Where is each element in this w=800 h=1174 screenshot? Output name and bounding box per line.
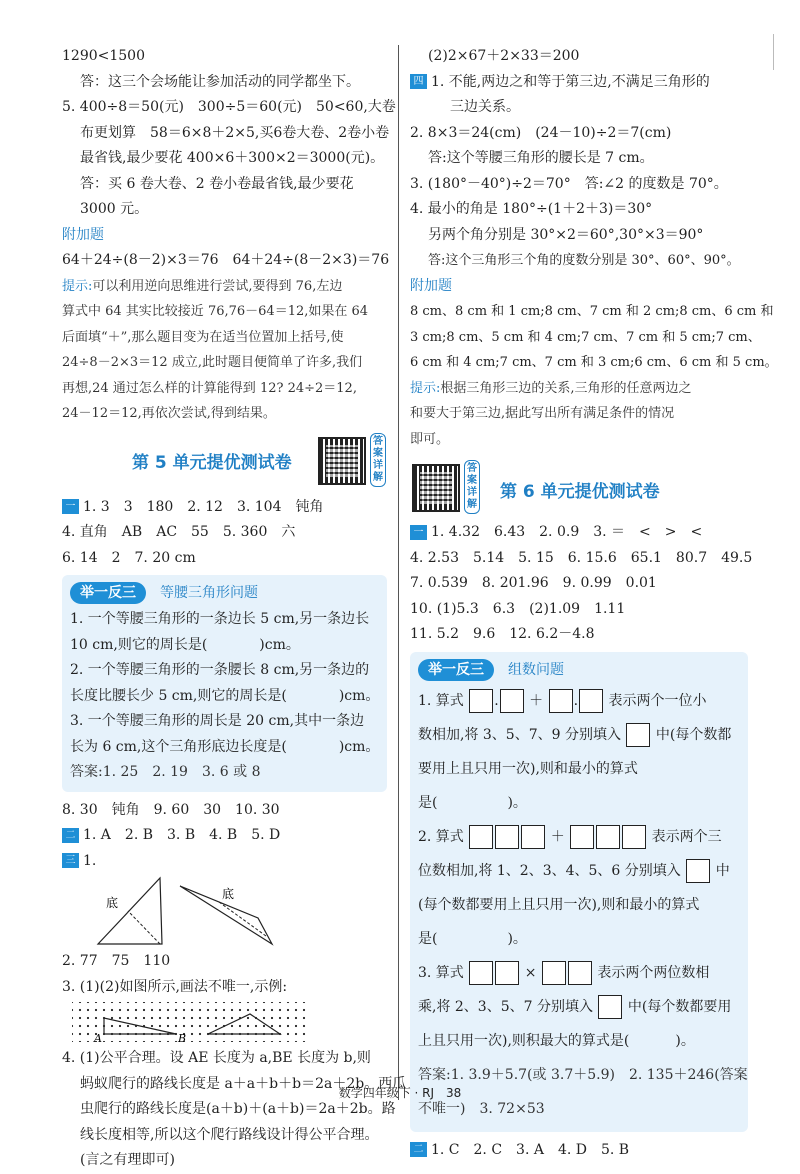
answer-square[interactable]: [469, 961, 493, 985]
hint-line: [62, 274, 387, 300]
hint-line: 24－12＝12,再依次尝试,得到结果。: [62, 406, 276, 421]
triangle-heights-figure: [62, 874, 387, 949]
box-header: [418, 656, 740, 684]
answer-square[interactable]: [469, 825, 493, 849]
box-text: 中(每个数都: [655, 726, 732, 743]
dot-symbol: .: [573, 692, 579, 709]
hint-line: 即可。: [410, 431, 450, 447]
section-badge-4: 四: [410, 74, 427, 89]
answer-square[interactable]: [495, 825, 519, 849]
box-text: 表示两个一位小: [608, 692, 707, 709]
answer-detail-tag: 答案详解: [370, 433, 386, 487]
box-text: 2. 算式: [418, 828, 464, 845]
box-text: 表示两个两位数相: [597, 964, 710, 981]
answer-text: 1. 3 3 180 2. 12 3. 104 钝角: [83, 498, 324, 515]
box-text: 是(: [418, 794, 438, 811]
practice-chip: 举一反三: [70, 582, 146, 604]
box-text: )cm。: [259, 636, 300, 653]
answer-square[interactable]: [570, 825, 594, 849]
box-line: [418, 820, 740, 854]
text-line: 64＋24÷(8－2)×3＝76 64＋24÷(8－2×3)＝76: [62, 252, 390, 268]
practice-box-numbers: [410, 652, 748, 1132]
answer-square[interactable]: [469, 689, 493, 713]
box-line: [418, 854, 740, 888]
box-line: (每个数都要用上且只用一次),则和最小的算式: [418, 896, 700, 913]
box-line: [418, 786, 740, 820]
answer-line: 线长度相等,所以这个爬行路线设计得公平合理。: [80, 1126, 379, 1143]
box-line: [418, 1024, 740, 1058]
answer-line: 10. (1)5.3 6.3 (2)1.09 1.11: [410, 600, 626, 617]
text-line: 6 cm 和 4 cm;7 cm、7 cm 和 3 cm;6 cm、6 cm 和 5 cm。: [410, 355, 778, 370]
box-text: )。: [507, 794, 527, 811]
box-text: )。: [675, 1032, 695, 1049]
box-line: [418, 956, 740, 990]
base-label: 底: [106, 896, 119, 910]
box-text: 上且只用一次),则积最大的算式是(: [418, 1032, 630, 1049]
answer-line: 4. (1)公平合理。设 AE 长度为 a,BE 长度为 b,则: [62, 1050, 371, 1066]
answer-line: (言之有理即可): [80, 1152, 175, 1168]
hint-line: 再想,24 通过怎么样的计算能得到 12? 24÷2＝12,: [62, 380, 357, 396]
answer-line: [410, 520, 748, 546]
box-title: 组数问题: [508, 661, 564, 678]
right-column: [410, 44, 778, 1163]
box-answer: 答案:1. 3.9＋5.7(或 3.7＋5.9) 2. 135＋246(答案: [418, 1066, 748, 1083]
box-text: 3. 算式: [418, 964, 464, 981]
practice-box-isosceles: [62, 575, 387, 792]
box-title: 等腰三角形问题: [160, 585, 258, 601]
times-symbol: ×: [524, 964, 537, 981]
box-text: 位数相加,将 1、2、3、4、5、6 分别填入: [418, 862, 681, 879]
box-line: 1. 一个等腰三角形的一条边长 5 cm,另一条边长: [70, 611, 370, 627]
answer-square: [598, 995, 622, 1019]
box-answer: 不唯一) 3. 72×53: [418, 1100, 545, 1117]
hint-label: 提示:: [62, 278, 93, 294]
box-line: [418, 718, 740, 752]
answer-square[interactable]: [521, 825, 545, 849]
answer-text: 1. C 2. C 3. A 4. D 5. B: [431, 1141, 630, 1158]
hint-line: 和要大于第三边,据此写出所有满足条件的情况: [410, 406, 675, 421]
box-line: 2. 一个等腰三角形的一条腰长 8 cm,另一条边的: [70, 662, 370, 678]
box-text: 数相加,将 3、5、7、9 分别填入: [418, 726, 621, 743]
answer-square: [686, 859, 710, 883]
answer-line: 3. (1)(2)如图所示,画法不唯一,示例:: [62, 978, 288, 995]
hint-text: 根据三角形三边的关系,三角形的任意两边之: [440, 380, 692, 396]
box-line: 要用上且只用一次),则和最小的算式: [418, 760, 638, 777]
box-text: )cm。: [338, 738, 380, 755]
page-edge-mark: [773, 34, 774, 70]
text-line: 5. 400÷8＝50(元) 300÷5＝60(元) 50<60,大卷: [62, 99, 396, 115]
point-b-label: B: [178, 1032, 187, 1045]
text-line: 3 cm;8 cm、5 cm 和 4 cm;7 cm、7 cm 和 5 cm;7 cm、: [410, 329, 761, 345]
qr-code-icon[interactable]: [318, 437, 366, 485]
column-divider: [398, 45, 399, 1100]
box-line: [70, 735, 379, 761]
section-badge-3: 三: [62, 853, 79, 868]
box-line: [70, 633, 379, 659]
box-line: [418, 990, 740, 1024]
unit6-title: 第 6 单元提优测试卷: [500, 482, 660, 502]
plus-symbol: ＋: [529, 692, 544, 709]
box-text: 中: [715, 862, 730, 879]
answer-line: 11. 5.2 9.6 12. 6.2－4.8: [410, 626, 595, 642]
box-text: 是(: [418, 930, 438, 947]
answer-line: [410, 70, 748, 96]
unit5-title-block: [62, 433, 387, 489]
answer-square: [626, 723, 650, 747]
text-line: 三边关系。: [450, 99, 520, 115]
answer-square[interactable]: [500, 689, 524, 713]
answer-line: 7. 0.539 8. 201.96 9. 0.99 0.01: [410, 575, 657, 591]
hint-line: 后面填“＋”,那么题目变为在适当位置加上括号,使: [62, 329, 344, 345]
section-badge-1: 一: [62, 499, 79, 514]
text-line: 另两个角分别是 30°×2＝60°,30°×3＝90°: [428, 226, 704, 243]
extra-question-heading: 附加题: [62, 226, 104, 243]
box-answer: 答案:1. 25 2. 19 3. 6 或 8: [70, 764, 261, 780]
answer-square[interactable]: [579, 689, 603, 713]
dot-symbol: .: [494, 692, 499, 709]
hint-text: 可以利用逆向思维进行尝试,要得到 76,左边: [92, 278, 343, 294]
box-text: 中(每个数都要用: [627, 998, 732, 1015]
text-line: 布更划算 58＝6×8＋2×5,买6卷大卷、2卷小卷: [80, 124, 390, 141]
qr-code-icon[interactable]: [412, 464, 460, 512]
text-line: 3. (180°－40°)÷2＝70° 答:∠2 的度数是 70°。: [410, 175, 728, 192]
answer-line: 4. 2.53 5.14 5. 15 6. 15.6 65.1 80.7 49.5: [410, 549, 753, 566]
box-line: 3. 一个等腰三角形的周长是 20 cm,其中一条边: [70, 713, 365, 729]
box-header: [70, 579, 379, 607]
text-line: 最省钱,最少要花 400×6＋300×2＝3000(元)。: [80, 150, 385, 166]
box-text: 1. 算式: [418, 692, 464, 709]
answer-square[interactable]: [495, 961, 519, 985]
answer-text: 1.: [83, 852, 97, 869]
answer-square[interactable]: [568, 961, 592, 985]
answer-text: 1. 4.32 6.43 2. 0.9 3. ＝ < > <: [431, 524, 703, 540]
answer-line: [410, 1138, 748, 1164]
box-line: [70, 684, 379, 710]
point-a-label: A: [94, 1032, 102, 1045]
text-line: 1290<1500: [62, 48, 145, 64]
section-badge-2: 二: [62, 828, 79, 843]
box-line: [418, 922, 740, 956]
box-text: 长度比腰长少 5 cm,则它的周长是(: [70, 687, 287, 704]
text-line: 2. 8×3＝24(cm) (24－10)÷2＝7(cm): [410, 124, 672, 141]
section-badge-1: 一: [410, 525, 427, 540]
box-line: [418, 684, 740, 718]
answer-line: 2. 77 75 110: [62, 953, 171, 969]
base-label: 底: [222, 887, 235, 901]
box-text: 表示两个三: [651, 828, 722, 845]
answer-square[interactable]: [542, 961, 566, 985]
answer-line: [62, 495, 387, 521]
answer-square[interactable]: [596, 825, 620, 849]
answer-text: 1. A 2. B 3. B 4. B 5. D: [83, 827, 281, 843]
practice-chip: 举一反三: [418, 659, 494, 681]
box-text: )。: [507, 930, 527, 947]
text-line: 答：买 6 卷大卷、2 卷小卷最省钱,最少要花: [80, 175, 354, 192]
hint-line: [410, 376, 748, 402]
hint-line: 24÷8－2×3＝12 成立,此时题目便简单了许多,我们: [62, 355, 363, 370]
hint-label: 提示:: [410, 380, 441, 396]
section-badge-2: 二: [410, 1142, 427, 1157]
answer-square[interactable]: [549, 689, 573, 713]
answer-line: [62, 823, 387, 849]
text-line: 答：这三个会场能让参加活动的同学都坐下。: [80, 73, 360, 90]
plus-symbol: ＋: [550, 828, 565, 845]
text-line: 4. 最小的角是 180°÷(1＋2＋3)＝30°: [410, 201, 653, 217]
box-text: )cm。: [338, 687, 380, 704]
page-footer: 数学四年级下 · RJ 38: [338, 1086, 462, 1100]
unit6-title-block: [410, 458, 748, 514]
text-line: 3000 元。: [80, 201, 149, 217]
dot-grid-figure: [62, 1000, 387, 1046]
hint-line: 算式中 64 其实比较接近 76,76－64＝12,如果在 64: [62, 304, 369, 319]
extra-question-heading: 附加题: [410, 277, 452, 294]
text-line: 8 cm、8 cm 和 1 cm;8 cm、7 cm 和 2 cm;8 cm、6 cm 和: [410, 304, 774, 319]
answer-square[interactable]: [622, 825, 646, 849]
answer-line: 8. 30 钝角 9. 60 30 10. 30: [62, 801, 280, 818]
text-line: (2)2×67＋2×33＝200: [428, 48, 580, 64]
text-line: 答:这个三角形三个角的度数分别是 30°、60°、90°。: [428, 253, 740, 268]
unit5-title: 第 5 单元提优测试卷: [132, 452, 292, 473]
box-text: 10 cm,则它的周长是(: [70, 636, 208, 653]
answer-line: 蚂蚁爬行的路线长度是 a＋a＋b＋b＝2a＋2b。西瓜: [80, 1075, 407, 1092]
answer-line: 6. 14 2 7. 20 cm: [62, 549, 196, 566]
answer-line: [62, 849, 387, 875]
answer-line: 4. 直角 AB AC 55 5. 360 六: [62, 524, 296, 540]
box-text: 长为 6 cm,这个三角形底边长度是(: [70, 738, 287, 755]
answer-text: 1. 不能,两边之和等于第三边,不满足三角形的: [431, 73, 710, 90]
answer-detail-tag: 答案详解: [464, 460, 480, 514]
answer-line: 虫爬行的路线长度是(a＋b)＋(a＋b)＝2a＋2b。路: [80, 1101, 396, 1117]
text-line: 答:这个等腰三角形的腰长是 7 cm。: [428, 150, 654, 166]
box-text: 乘,将 2、3、5、7 分别填入: [418, 998, 593, 1015]
